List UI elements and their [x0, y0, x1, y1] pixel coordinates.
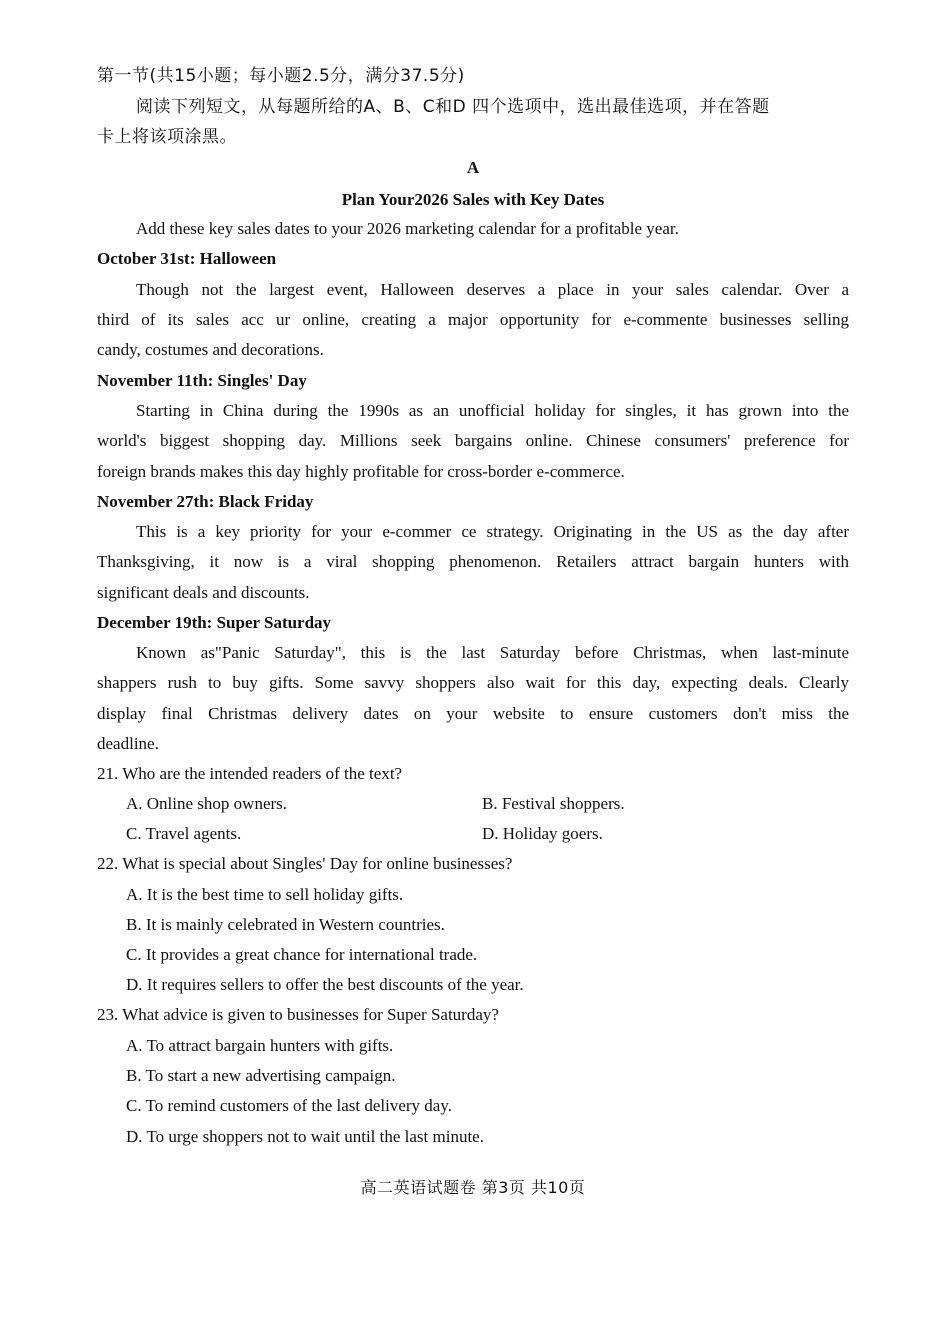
question-21-option-d[interactable]: D. Holiday goers. [482, 824, 603, 843]
passage-title: Plan Your2026 Sales with Key Dates [341, 190, 605, 209]
paragraph-line: Though not the largest event, Halloween deserves a place in your sales calendar. Over a [136, 280, 849, 299]
passage-intro: Add these key sales dates to your 2026 marketing calendar for a profitable year. [136, 219, 679, 238]
question-21-option-a[interactable]: A. Online shop owners. [126, 794, 288, 813]
section-heading-singles-day: November 11th: Singles' Day [97, 371, 307, 390]
paragraph-line: deadline. [97, 734, 159, 753]
passage-label: A [466, 158, 480, 177]
question-21-option-b[interactable]: B. Festival shoppers. [482, 794, 625, 813]
section-header: 第一节(共15小题；每小题2.5分，满分37.5分) [97, 66, 465, 86]
paragraph-line: significant deals and discounts. [97, 583, 310, 602]
paragraph-line: Known as"Panic Saturday", this is the last Saturday before Christmas, when last-minute [136, 643, 849, 662]
paragraph-line: Thanksgiving, it now is a viral shopping phenomenon. Retailers attract bargain hunters with [97, 552, 849, 571]
instructions-line-1: 阅读下列短文，从每题所给的A、B、C和D 四个选项中，选出最佳选项，并在答题 [136, 97, 770, 117]
paragraph-line: This is a key priority for your e-commer ce strategy. Originating in the US as the day after [136, 522, 849, 541]
paragraph-line: display final Christmas delivery dates on your website to ensure customers don't miss the [97, 704, 849, 723]
paragraph-line: Starting in China during the 1990s as an unofficial holiday for singles, it has grown into the [136, 401, 849, 420]
paragraph-line: shappers rush to buy gifts. Some savvy shoppers also wait for this day, expecting deals. Clearly [97, 673, 849, 692]
question-21-stem: 21. Who are the intended readers of the text? [97, 764, 403, 783]
question-22-option-a[interactable]: A. It is the best time to sell holiday gifts. [126, 885, 404, 904]
question-22-stem: 22. What is special about Singles' Day for online businesses? [97, 854, 513, 873]
section-heading-super-saturday: December 19th: Super Saturday [97, 613, 332, 632]
question-23-option-c[interactable]: C. To remind customers of the last delivery day. [126, 1096, 452, 1115]
question-22-option-c[interactable]: C. It provides a great chance for international trade. [126, 945, 478, 964]
question-23-option-b[interactable]: B. To start a new advertising campaign. [126, 1066, 396, 1085]
section-heading-black-friday: November 27th: Black Friday [97, 492, 314, 511]
section-heading-halloween: October 31st: Halloween [97, 249, 277, 268]
paragraph-line: world's biggest shopping day. Millions seek bargains online. Chinese consumers' preference for [97, 431, 849, 450]
question-23-option-d[interactable]: D. To urge shoppers not to wait until the last minute. [126, 1127, 484, 1146]
paragraph-line: third of its sales acc ur online, creating a major opportunity for e-commente businesses selling [97, 310, 849, 329]
instructions-line-2: 卡上将该项涂黑。 [97, 127, 237, 147]
question-21-option-c[interactable]: C. Travel agents. [126, 824, 242, 843]
paragraph-line: foreign brands makes this day highly profitable for cross-border e-commerce. [97, 462, 625, 481]
page-footer: 高二英语试题卷 第3页 共10页 [360, 1178, 586, 1197]
question-22-option-d[interactable]: D. It requires sellers to offer the best discounts of the year. [126, 975, 524, 994]
question-23-stem: 23. What advice is given to businesses for Super Saturday? [97, 1005, 499, 1024]
question-23-option-a[interactable]: A. To attract bargain hunters with gifts. [126, 1036, 394, 1055]
paragraph-line: candy, costumes and decorations. [97, 340, 324, 359]
question-22-option-b[interactable]: B. It is mainly celebrated in Western countries. [126, 915, 445, 934]
